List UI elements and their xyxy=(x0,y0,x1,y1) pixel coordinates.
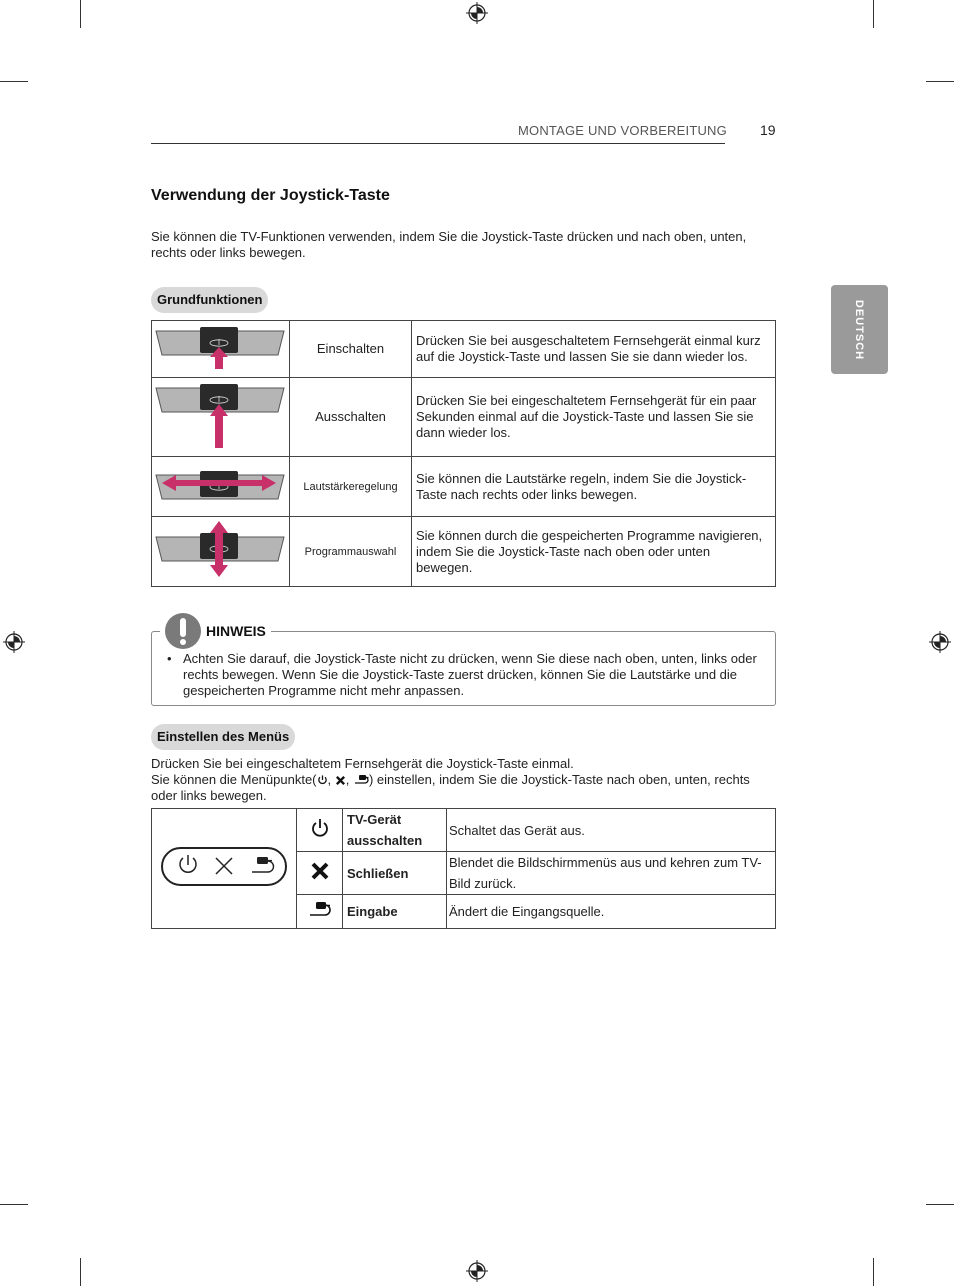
joystick-illustration-cell xyxy=(152,457,290,517)
crop-mark xyxy=(0,81,28,82)
language-tab xyxy=(831,285,888,374)
header-divider xyxy=(151,143,725,144)
note-header xyxy=(160,618,271,644)
menu-buttons-illustration xyxy=(152,811,296,923)
menu-item-name: Schließen xyxy=(343,852,447,895)
input-icon xyxy=(353,774,369,786)
joystick-left-right-icon xyxy=(152,457,289,512)
joystick-illustration-cell xyxy=(152,378,290,457)
basic-functions-heading: Grundfunktionen xyxy=(151,287,268,313)
joystick-up-down-icon xyxy=(152,517,289,582)
crop-mark xyxy=(80,0,81,28)
basic-functions-table xyxy=(151,320,776,587)
function-name: Ausschalten xyxy=(290,378,412,457)
joystick-press-short-icon xyxy=(152,321,289,373)
note-text: Achten Sie darauf, die Joystick-Taste nicht zu drücken, wenn Sie diese nach oben, unten, links oder rechts bewegen. Wenn Sie die Joystick-Taste zuerst drücken, können Sie die Lautstärke und die gespeicherten Programme nicht mehr anpassen. xyxy=(183,651,757,698)
function-name: Programmauswahl xyxy=(290,517,412,587)
menu-item-description: Ändert die Eingangsquelle. xyxy=(447,895,776,929)
crop-mark xyxy=(873,0,874,28)
warning-icon xyxy=(164,612,202,650)
function-name: Lautstärkeregelung xyxy=(290,457,412,517)
note-item xyxy=(167,651,767,699)
menu-illustration-cell xyxy=(152,809,297,929)
registration-mark-icon xyxy=(466,1260,488,1282)
header-title: MONTAGE UND VORBEREITUNG xyxy=(518,123,727,138)
language-tab-label: DEUTSCH xyxy=(853,299,866,360)
close-icon xyxy=(311,862,329,880)
page-number: 19 xyxy=(760,122,776,138)
menu-intro-line1: Drücken Sie bei eingeschaltetem Fernsehgerät die Joystick-Taste einmal. xyxy=(151,756,574,771)
menu-icon-cell xyxy=(297,895,343,929)
function-description: Sie können die Lautstärke regeln, indem Sie die Joystick-Taste nach rechts oder links bewegen. xyxy=(412,457,776,517)
note-label: HINWEIS xyxy=(206,623,266,639)
input-icon xyxy=(308,901,332,919)
close-icon xyxy=(335,775,346,786)
registration-mark-icon xyxy=(466,2,488,24)
function-name: Einschalten xyxy=(290,321,412,378)
power-icon xyxy=(311,818,329,838)
menu-settings-table xyxy=(151,808,776,929)
registration-mark-icon xyxy=(3,631,25,653)
table-row xyxy=(152,321,776,378)
joystick-illustration-cell xyxy=(152,517,290,587)
section-intro: Sie können die TV-Funktionen verwenden, indem Sie die Joystick-Taste drücken und nach oben, unten, rechts oder links bewegen. xyxy=(151,229,747,260)
table-row xyxy=(152,378,776,457)
crop-mark xyxy=(873,1258,874,1286)
note-bullet: • xyxy=(167,651,172,666)
function-description: Drücken Sie bei ausgeschaltetem Fernsehgerät einmal kurz auf die Joystick-Taste und lassen Sie sie dann wieder los. xyxy=(412,321,776,378)
joystick-illustration-cell xyxy=(152,321,290,378)
function-description: Drücken Sie bei eingeschaltetem Fernsehgerät für ein paar Sekunden einmal auf die Joystick-Taste und lassen Sie sie dann wieder los. xyxy=(412,378,776,457)
power-icon xyxy=(317,774,328,786)
table-row xyxy=(152,517,776,587)
menu-settings-heading: Einstellen des Menüs xyxy=(151,724,295,750)
crop-mark xyxy=(80,1258,81,1286)
section-title: Verwendung der Joystick-Taste xyxy=(151,187,390,204)
crop-mark xyxy=(926,81,954,82)
menu-intro-line2: Sie können die Menüpunkte( , , ) einstellen, indem Sie die Joystick-Taste nach oben, unten, rechts oder links bewegen. xyxy=(151,772,750,803)
table-row xyxy=(152,457,776,517)
function-description: Sie können durch die gespeicherten Programme navigieren, indem Sie die Joystick-Taste nach oben oder unten bewegen. xyxy=(412,517,776,587)
registration-mark-icon xyxy=(929,631,951,653)
menu-intro xyxy=(151,756,771,804)
menu-icon-cell xyxy=(297,809,343,852)
joystick-press-long-icon xyxy=(152,378,289,452)
table-row xyxy=(152,809,776,852)
crop-mark xyxy=(926,1204,954,1205)
menu-item-name: Eingabe xyxy=(343,895,447,929)
menu-item-description: Schaltet das Gerät aus. xyxy=(447,809,776,852)
menu-icon-cell xyxy=(297,852,343,895)
menu-item-description: Blendet die Bildschirmmenüs aus und kehren zum TV-Bild zurück. xyxy=(447,852,776,895)
menu-item-name: TV-Gerät ausschalten xyxy=(343,809,447,852)
crop-mark xyxy=(0,1204,28,1205)
